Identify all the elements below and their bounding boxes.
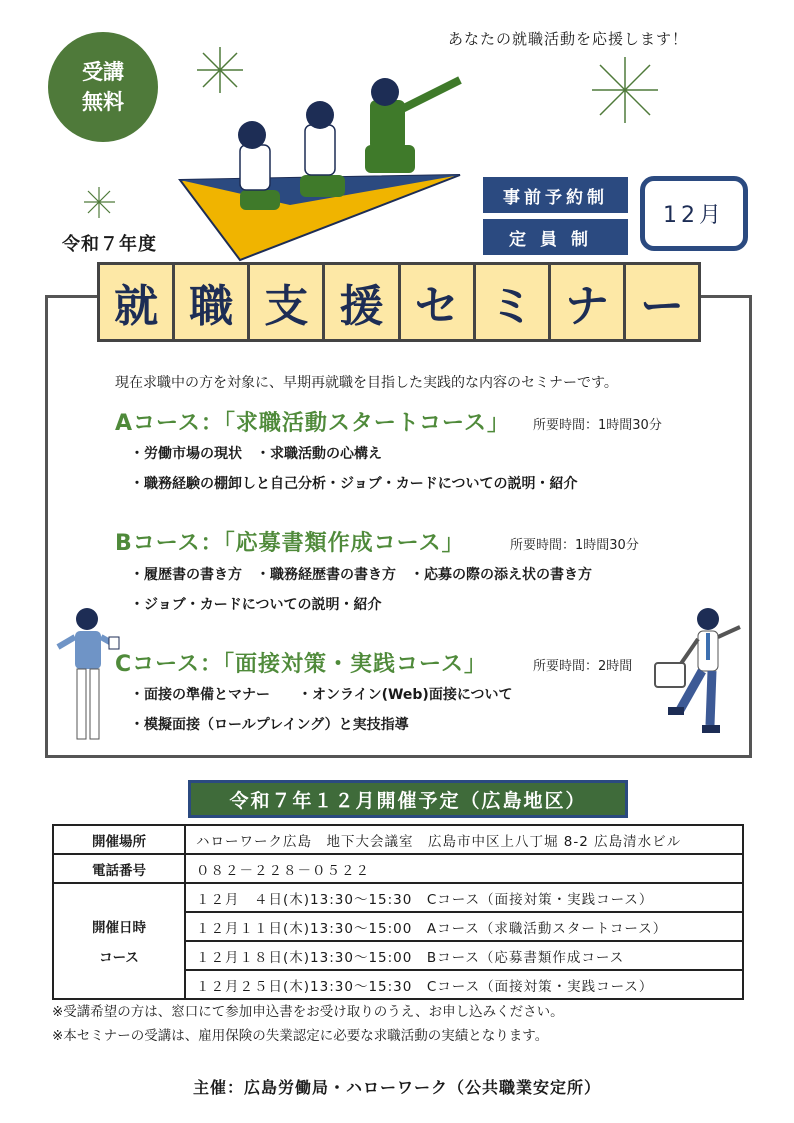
reservation-tag: 事前予約制 [483,177,628,213]
course-b-duration: 所要時間：1時間30分 [510,538,639,553]
sparkle-icon [82,185,117,220]
title-char: ナ [548,262,626,342]
title-char: 就 [97,262,175,342]
running-man-illustration [650,605,745,745]
table-row [53,854,743,883]
course-a-item: ・職務経験の棚卸しと自己分析・ジョブ・カードについての説明・紹介 [130,476,578,492]
course-c-duration: 所要時間：2時間 [533,659,633,674]
venue-label: 開催場所 [53,825,185,854]
course-c-item: ・面接の準備とマナー ・オンライン(Web)面接について [130,687,513,703]
organizer: 主催：広島労働局・ハローワーク（公共職業安定所） [192,1078,601,1097]
venue-value: ハローワーク広島 地下大会議室 広島市中区上八丁堀 8-2 広島清水ビル [185,825,743,854]
capacity-tag: 定員制 [483,219,628,255]
schedule-table [52,824,744,1000]
title-char: ミ [473,262,551,342]
note-unemployment: ※本セミナーの受講は、雇用保険の失業認定に必要な求職活動の実績となります。 [52,1028,549,1044]
title-char: 職 [172,262,250,342]
table-row [53,825,743,854]
fiscal-year: 令和７年度 [62,234,157,255]
dates-label [53,883,185,999]
course-c-item: ・模擬面接（ロールプレイング）と実技指導 [130,717,409,733]
presenter-woman-illustration [55,605,120,745]
schedule-title: 令和７年１２月開催予定（広島地区） [188,780,628,818]
title-char: 援 [322,262,400,342]
title-char: セ [398,262,476,342]
seminar-title [97,262,701,342]
intro-text: 現在求職中の方を対象に、早期再就職を目指した実践的な内容のセミナーです。 [115,375,618,391]
course-b-item: ・履歴書の書き方 ・職務経歴書の書き方 ・応募の際の添え状の書き方 [130,567,592,583]
date-entry: １２月１８日(木)13:30～15:00 Bコース（応募書類作成コース [185,941,743,970]
note-application: ※受講希望の方は、窓口にて参加申込書をお受け取りのうえ、お申し込みください。 [52,1004,564,1020]
badge-line-2: 無料 [82,90,124,114]
tagline: あなたの就職活動を応援します！ [448,30,689,48]
course-a-item: ・労働市場の現状 ・求職活動の心構え [130,446,382,462]
date-entry: １２月１１日(木)13:30～15:00 Aコース（求職活動スタートコース） [185,912,743,941]
dates-label-line-2: コース [99,950,139,966]
phone-label: 電話番号 [53,854,185,883]
table-row [53,883,743,912]
phone-value: ０８２－２２８－０５２２ [185,854,743,883]
sparkle-icon [590,55,660,125]
date-entry: １２月 ４日(木)13:30～15:30 Cコース（面接対策・実践コース） [185,883,743,912]
date-entry: １２月２５日(木)13:30～15:30 Cコース（面接対策・実践コース） [185,970,743,999]
month-box: 12月 [640,176,748,251]
title-char: 支 [247,262,325,342]
course-b-title: Bコース：「応募書類作成コース」 [115,531,465,556]
title-char: ー [623,262,701,342]
course-c-title: Cコース：「面接対策・実践コース」 [115,652,487,677]
course-a-title: Aコース：「求職活動スタートコース」 [115,411,510,436]
badge-line-1: 受講 [82,60,124,84]
paper-plane-illustration [170,70,470,265]
course-b-item: ・ジョブ・カードについての説明・紹介 [130,597,382,613]
course-a-duration: 所要時間：1時間30分 [533,418,662,433]
dates-label-line-1: 開催日時 [92,920,146,936]
free-badge [48,32,158,142]
